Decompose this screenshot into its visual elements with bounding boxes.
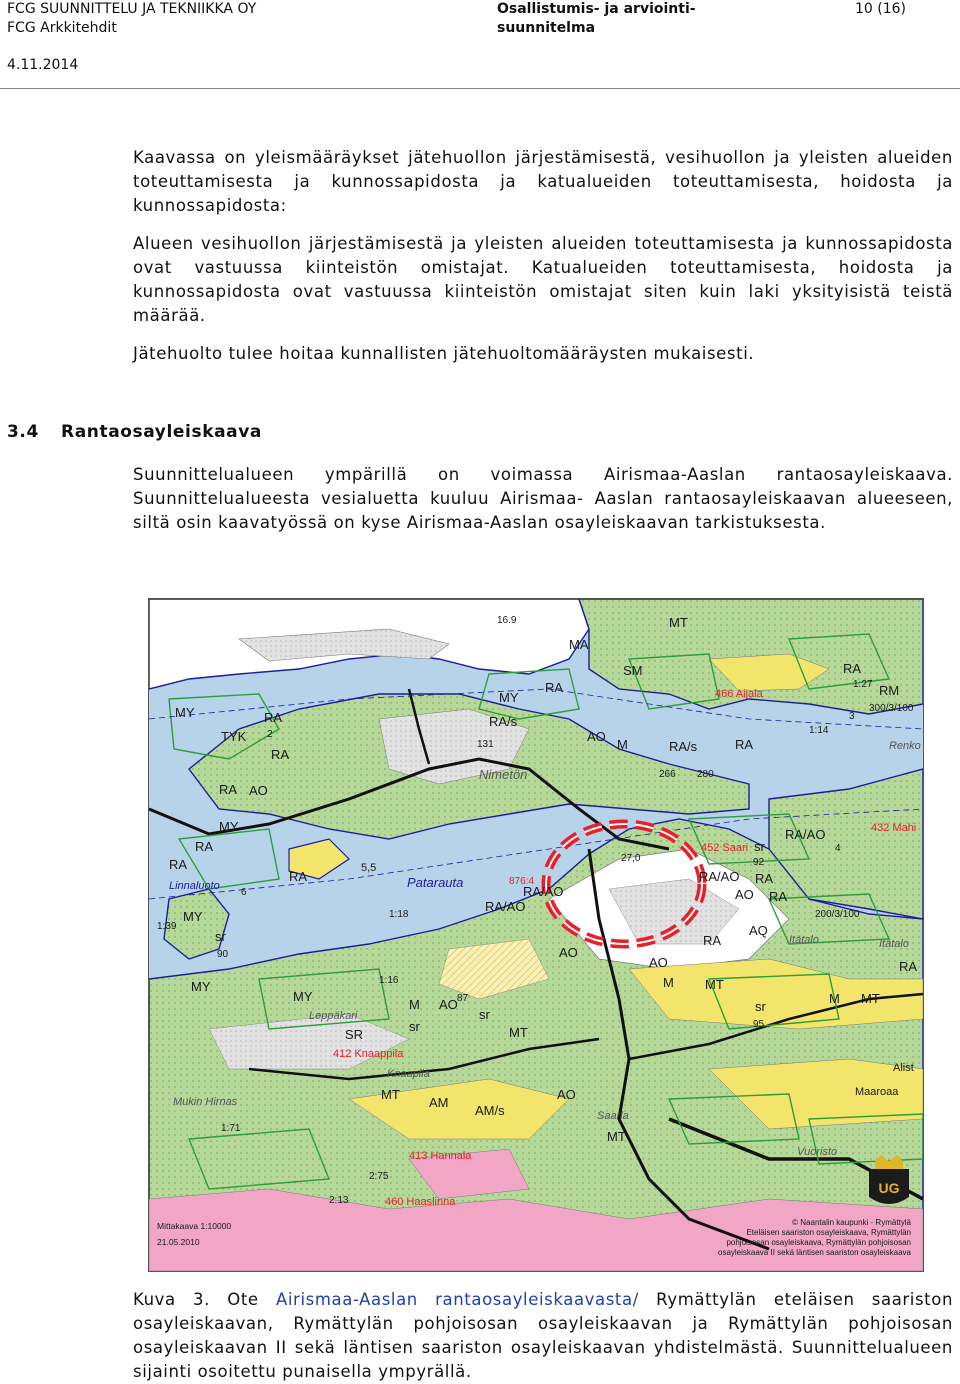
section-number: 3.4 <box>7 422 39 442</box>
map-label: 1:14 <box>809 725 829 736</box>
map-credit: osayleiskaava II sekä läntisen saariston osayleiskaava <box>718 1248 911 1257</box>
map-label: 432 Mahi <box>871 822 917 834</box>
caption-link[interactable]: Airismaa-Aaslan rantaosayleiskaavasta/ <box>275 1290 639 1309</box>
map-label: 3 <box>849 711 855 722</box>
map-label: sr <box>755 999 766 1014</box>
map-label: MT <box>861 991 880 1006</box>
emblem-letters: UG <box>878 1180 900 1196</box>
map-label: Linnaluoto <box>169 880 220 892</box>
map-label: 87 <box>457 993 469 1004</box>
map-label: Itätalo <box>879 938 909 950</box>
map-label: AO <box>439 997 458 1012</box>
map-label: sr <box>754 839 765 854</box>
map-label: MT <box>705 977 724 992</box>
map-label: 92 <box>753 857 765 868</box>
map-label: sr <box>409 1019 420 1034</box>
section-title: Rantaosayleiskaava <box>61 422 262 442</box>
map-label: 1:27 <box>853 679 873 690</box>
map-label: 4 <box>835 843 841 854</box>
map-label: AM <box>429 1095 449 1110</box>
map-label: MT <box>381 1087 400 1102</box>
map-label: RA <box>545 680 564 695</box>
map-label: RA/AO <box>523 884 564 899</box>
map-label: 6 <box>241 887 247 898</box>
map-label: sr <box>479 1007 490 1022</box>
map-label: MY <box>219 819 239 834</box>
section-paragraph: Suunnittelualueen ympärillä on voimassa Airismaa-Aaslan rantaosayleiskaava. Suunnittelualueesta vesialuetta kuuluu Airismaa- Aaslan rantaosayleiskaavan alueeseen, siltä osin kaavatyössä on kyse Airismaa-Aaslan osayleiskaavan tarkistuksesta. <box>133 465 953 532</box>
map-label: AQ <box>749 923 768 938</box>
map-label: Renko <box>889 740 921 752</box>
map-label: 1:16 <box>379 975 399 986</box>
map-label: AO <box>735 887 754 902</box>
map-label: 90 <box>217 949 229 960</box>
map-label: MY <box>499 690 519 705</box>
map-label: Maaroaa <box>855 1086 899 1098</box>
map-label: 16.9 <box>497 615 517 626</box>
map-label: TYK <box>221 729 247 744</box>
map-label: RA <box>769 889 788 904</box>
map-label: MT <box>509 1025 528 1040</box>
map-label: Mukin Hirnas <box>173 1096 238 1108</box>
caption-text: Rymättylän eteläisen saariston osayleiskaavan, Rymättylän pohjoisosan osayleiskaavan ja Rymättylän pohjoisosan osayleiskaavan II sekä läntisen saariston osayleiskaavan yhdistelmästä. Suunnittelualueen sijainti osoitettu punaisella ympyrällä. <box>133 1290 953 1381</box>
map-label: 412 Knaappila <box>333 1048 404 1060</box>
header-organization <box>7 0 256 38</box>
map-label: MY <box>191 979 211 994</box>
map-label: MY <box>175 705 195 720</box>
map-label: RA <box>703 933 722 948</box>
document-date: 4.11.2014 <box>7 57 79 73</box>
body-paragraph-1: Kaavassa on yleismääräykset jätehuollon järjestämisestä, vesihuollon ja yleisten alueiden toteuttamisesta ja kunnossapidosta ja katualueiden toteuttamisesta, hoidosta ja kunnossapidosta: <box>133 148 953 215</box>
map-label: Alist <box>893 1062 914 1074</box>
body-paragraph-3: Jätehuolto tulee hoitaa kunnallisten jätehuoltomääräysten mukaisesti. <box>133 344 755 363</box>
map-label: RA <box>195 839 214 854</box>
map-date: 21.05.2010 <box>157 1237 200 1247</box>
map-label: 876:4 <box>509 876 535 887</box>
caption-label: Kuva 3. Ote <box>133 1290 276 1309</box>
map-label: Knaapila <box>387 1068 430 1080</box>
map-label: MY <box>183 909 203 924</box>
body-paragraph-2: Alueen vesihuollon järjestämisestä ja yleisten alueiden toteuttamisesta ja kunnossapidosta ovat vastuussa kiinteistön omistajat. Katualueiden toteuttamisesta, hoidosta ja kunnossapidosta ovat vastuussa kiinteistön omistajat siten kuin laki yksityisistä teistä määrää. <box>133 234 953 325</box>
figure-caption <box>133 1288 953 1384</box>
map-label: SR <box>345 1027 364 1042</box>
map-label: RM <box>879 683 900 698</box>
map-label: 452 Saari <box>701 842 749 854</box>
map-label: RA <box>264 710 283 725</box>
map-label: Itätalo <box>789 934 819 946</box>
map-label: RA/s <box>489 714 518 729</box>
map-label: Leppäkari <box>309 1010 358 1022</box>
map-label: RA/AO <box>699 869 740 884</box>
map-label: 1:39 <box>157 921 177 932</box>
map-credit: Eteläisen saariston osayleiskaava, Rymättylän <box>746 1228 911 1237</box>
map-label: 1:18 <box>389 909 409 920</box>
map-label: 2 <box>267 729 273 740</box>
map-scale: Mittakaava 1:10000 <box>157 1221 232 1231</box>
map-label: 2:75 <box>369 1171 389 1182</box>
map-label: sr <box>215 929 226 944</box>
doc-title-line-1: Osallistumis- ja arviointi- <box>497 1 696 17</box>
naantali-coat-of-arms-icon <box>869 1155 909 1204</box>
map-label: 200/3/100 <box>815 909 860 920</box>
map-credit: © Naantalin kaupunki - Rymättylä <box>792 1218 911 1227</box>
map-label: 2:13 <box>329 1195 349 1206</box>
map-label: 413 Hannala <box>409 1150 472 1162</box>
map-label: AO <box>649 955 668 970</box>
map-label: RA <box>289 869 308 884</box>
map-label: RA <box>843 661 862 676</box>
header-divider <box>0 88 960 89</box>
map-label: RA <box>735 737 754 752</box>
map-label: MA <box>569 637 589 652</box>
map-label: 460 Haaslinna <box>385 1196 456 1208</box>
map-label: M <box>663 975 674 990</box>
map-label: RA/s <box>669 739 698 754</box>
map-label: 5,5 <box>361 862 377 874</box>
map-label: 300/3/100 <box>869 703 914 714</box>
map-label: RA <box>899 959 918 974</box>
map-label: AO <box>249 783 268 798</box>
map-label: RA/AO <box>485 899 526 914</box>
map-label: 131 <box>477 739 494 750</box>
org-line-1: FCG SUUNNITTELU JA TEKNIIKKA OY <box>7 1 257 17</box>
map-label: AO <box>557 1087 576 1102</box>
map-label: 466 Aijala <box>715 688 763 700</box>
map-label: 280 <box>697 769 714 780</box>
map-label: Vuoristo <box>797 1146 838 1158</box>
map-label: AM/s <box>475 1103 505 1118</box>
map-label: M <box>617 737 628 752</box>
map-label: AO <box>587 729 606 744</box>
org-line-2: FCG Arkkitehdit <box>7 20 117 36</box>
section-heading <box>7 422 262 442</box>
zoning-map <box>148 598 924 1272</box>
map-label: 1:71 <box>221 1123 241 1134</box>
map-label: RA <box>169 857 188 872</box>
map-label: Patarauta <box>407 875 464 890</box>
zoning-map-graphic <box>149 599 923 1271</box>
map-label: 95 <box>753 1019 765 1030</box>
map-label: MT <box>607 1129 626 1144</box>
map-label: M <box>829 991 840 1006</box>
map-label: Saarla <box>597 1110 629 1122</box>
map-label: Nimetön <box>479 767 528 782</box>
doc-title-line-2: suunnitelma <box>497 20 596 36</box>
map-credit: pohjoisosan osayleiskaava, Rymättylän pohjoisosan <box>726 1238 911 1247</box>
header-doc-title <box>497 0 696 38</box>
page-number: 10 (16) <box>855 1 907 17</box>
map-label: RA/AO <box>785 827 826 842</box>
map-label: 266 <box>659 769 676 780</box>
map-label: SM <box>623 663 643 678</box>
map-label: AO <box>559 945 578 960</box>
map-label: RA <box>755 871 774 886</box>
map-label: RA <box>219 782 238 797</box>
map-label: M <box>409 997 420 1012</box>
map-label: MT <box>669 615 688 630</box>
map-label: MY <box>293 989 313 1004</box>
map-label: 27,0 <box>621 853 641 864</box>
map-label: RA <box>271 747 290 762</box>
